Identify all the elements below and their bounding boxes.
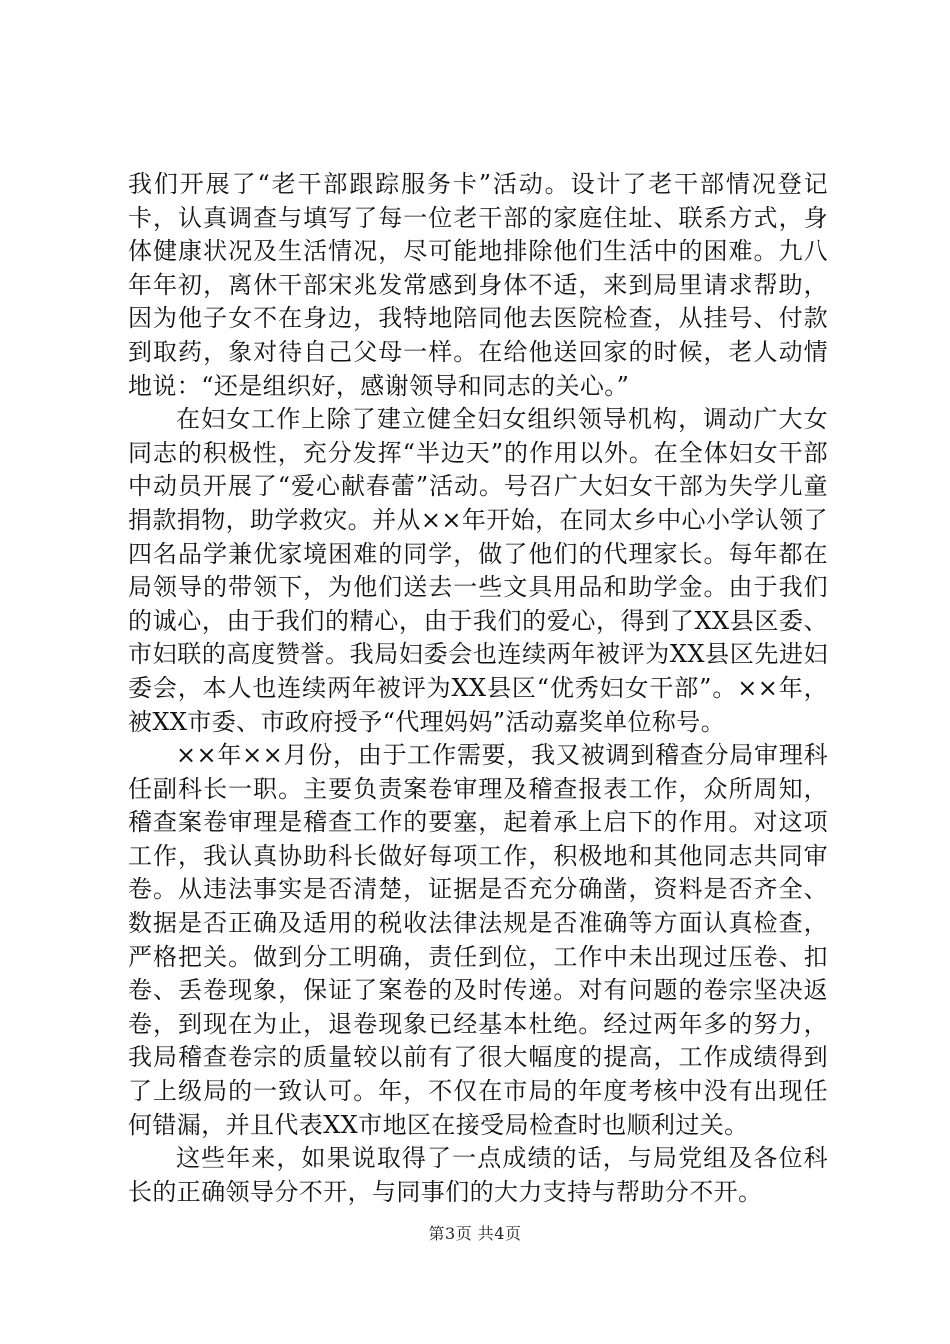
paragraph-1: 我们开展了“老干部跟踪服务卡”活动。设计了老干部情况登记卡，认真调查与填写了每一位老干部的家庭住址、联系方式，身体健康状况及生活情况，尽可能地排除他们生活中的困难。九八年年初，离休干部宋兆发常感到身体不适，来到局里请求帮助，因为他子女不在身边，我特地陪同他去医院检查，从挂号、付款到取药，象对待自己父母一样。在给他送回家的时候，老人动情地说：“还是组织好，感谢领导和同志的关心。” [128, 170, 828, 400]
page-number-footer: 第3页 共4页 [428, 1224, 522, 1243]
document-body [128, 168, 828, 1209]
paragraph-4: 这些年来，如果说取得了一点成绩的话，与局党组及各位科长的正确领导分不开，与同事们的大力支持与帮助分不开。 [128, 1144, 828, 1206]
paragraph-3: ××年××月份，由于工作需要，我又被调到稽查分局审理科任副科长一职。主要负责案卷审理及稽查报表工作，众所周知，稽查案卷审理是稽查工作的要塞，起着承上启下的作用。对这项工作，我认真协助科长做好每项工作，积极地和其他同志共同审卷。从违法事实是否清楚，证据是否充分确凿，资料是否齐全、数据是否正确及适用的税收法律法规是否准确等方面认真检查，严格把关。做到分工明确，责任到位，工作中未出现过压卷、扣卷、丢卷现象，保证了案卷的及时传递。对有问题的卷宗坚决返卷，到现在为止，退卷现象已经基本杜绝。经过两年多的努力，我局稽查卷宗的质量较以前有了很大幅度的提高，工作成绩得到了上级局的一致认可。年，不仅在市局的年度考核中没有出现任何错漏，并且代表XX市地区在接受局检查时也顺利过关。 [128, 741, 828, 1139]
paragraph-2: 在妇女工作上除了建立健全妇女组织领导机构，调动广大女同志的积极性，充分发挥“半边天”的作用以外。在全体妇女干部中动员开展了“爱心献春蕾”活动。号召广大妇女干部为失学儿童捐款捐物，助学救灾。并从××年开始，在同太乡中心小学认领了四名品学兼优家境困难的同学，做了他们的代理家长。每年都在局领导的带领下，为他们送去一些文具用品和助学金。由于我们的诚心，由于我们的精心，由于我们的爱心，得到了XX县区委、市妇联的高度赞誉。我局妇委会也连续两年被评为XX县区先进妇委会，本人也连续两年被评为XX县区“优秀妇女干部”。××年，被XX市委、市政府授予“代理妈妈”活动嘉奖单位称号。 [128, 405, 828, 736]
